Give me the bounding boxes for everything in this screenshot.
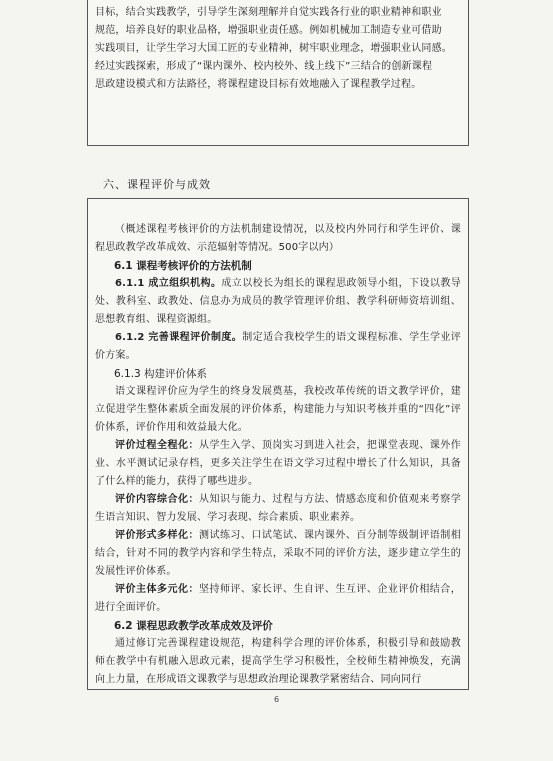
bottom-text-box xyxy=(87,198,469,690)
paragraph-form-text: 测试练习、口试笔试、课内课外、百分制等级制评语制相结合，针对不同的教学内容和学生特点，采取不同的评价方法，逐步建立学生的发展性评价体系。 xyxy=(95,530,461,577)
paragraph-6-1-1-text: 成立以校长为组长的课程思政领导小组，下设以教导处、教科室、政教处、信息办为成员的教学管理评价组、教学科研师资培训组、思想教育组、课程资源组。 xyxy=(95,278,461,325)
paragraph-6-1-2 xyxy=(95,329,461,365)
paragraph-subject-text: 坚持师评、家长评、生自评、生互评、企业评价相结合，进行全面评价。 xyxy=(95,584,461,613)
paragraph-content xyxy=(95,491,461,527)
paragraph-6-1-3: 语文课程评价应为学生的终身发展奠基，我校改革传统的语文教学评价，建立促进学生整体素质全面发展的评价体系，构建能力与知识考核并重的“四化”评价体系，评价作用和效益最大化。 xyxy=(95,386,461,433)
paragraph-subject-lead: 评价主体多元化： xyxy=(115,584,199,595)
paragraph-process-lead: 评价过程全程化： xyxy=(115,440,199,451)
paragraph-6-1-1-lead: 6.1.1 成立组织机构。 xyxy=(115,278,222,289)
top-text-box xyxy=(87,0,469,146)
top-line: 经过实践探索，形成了“课内课外、校内校外、线上线下”三结合的创新课程 xyxy=(95,61,433,72)
top-line: 规范，培养良好的职业品格，增强职业责任感。例如机械加工制造专业可借助 xyxy=(95,25,442,36)
heading-6-1-3: 6.1.3 构建评价体系 xyxy=(114,368,208,380)
paragraph-6-2: 通过修订完善课程建设规范，构建科学合理的评价体系，积极引导和鼓励教师在教学中有机融入思政元素，提高学生学习积极性，全校师生精神焕发，充满向上力量，在形成语文课教学与思想政治理论课教学紧密结合、同向同行 xyxy=(95,638,461,685)
paragraph-6-1-2-lead: 6.1.2 完善课程评价制度。 xyxy=(115,332,243,343)
paragraph-process xyxy=(95,437,461,491)
page-number: 6 xyxy=(273,695,280,704)
paragraph-6-1-1 xyxy=(95,275,461,329)
paragraph-subject xyxy=(95,581,461,617)
paragraph-6-1-2-text: 制定适合我校学生的语文课程标准、学生学业评价方案。 xyxy=(95,332,461,361)
paragraph-content-lead: 评价内容综合化： xyxy=(115,494,199,505)
paragraph-form xyxy=(95,527,461,581)
paragraph-content-text: 从知识与能力、过程与方法、情感态度和价值观来考察学生语言知识、智力发展、学习表现、综合素质、职业素养。 xyxy=(95,494,461,523)
top-line: 思政建设模式和方法路径，将课程建设目标有效地融入了课程教学过程。 xyxy=(95,79,422,90)
paragraph-form-lead: 评价形式多样化： xyxy=(115,530,199,541)
paragraph-process-text: 从学生入学、顶岗实习到进入社会，把课堂表现、课外作业、水平测试记录存档，更多关注学生在语文学习过程中增长了什么知识，具备了什么样的能力，获得了哪些进步。 xyxy=(95,440,461,487)
section-title: 六、课程评价与成效 xyxy=(103,178,211,191)
top-line: 目标，结合实践教学，引导学生深刻理解并自觉实践各行业的职业精神和职业 xyxy=(95,7,442,18)
heading-6-2: 6.2 课程思政教学改革成效及评价 xyxy=(114,620,273,632)
intro-paragraph: （概述课程考核评价的方法机制建设情况，以及校内外同行和学生评价、课程思政教学改革成效、示范辐射等情况。500字以内） xyxy=(95,224,461,253)
top-line: 实践项目，让学生学习大国工匠的专业精神，树牢职业理念，增强职业认同感。 xyxy=(95,43,452,54)
heading-6-1: 6.1 课程考核评价的方法机制 xyxy=(114,260,252,272)
